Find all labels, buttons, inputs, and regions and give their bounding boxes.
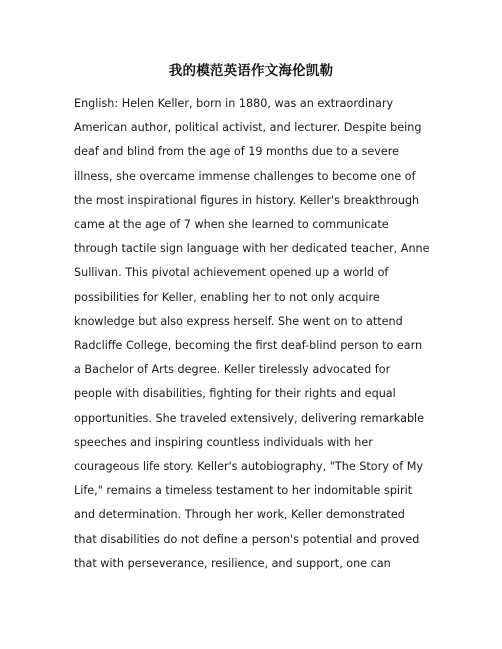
document-body-text: English: Helen Keller, born in 1880, was an extraordinary American author, political activist, and lecturer. Despite being deaf and blind from the age of 19 months due to a severe illness, she overcame immense challenges to become one of the most inspirational figures in history. Keller's breakthrough came at the age of 7 when she learned to communicate through tactile sign language with her dedicated teacher, Anne Sullivan. This pivotal achievement opened up a world of possibilities for Keller, enabling her to not only acquire knowledge but also express herself. She went on to attend Radcliffe College, becoming the first deaf-blind person to earn a Bachelor of Arts degree. Keller tirelessly advocated for people with disabilities, fighting for their rights and equal opportunities. She traveled extensively, delivering remarkable speeches and inspiring countless individuals with her courageous life story. Keller's autobiography, "The Story of My Life," remains a timeless testament to her indomitable spirit and determination. Through her work, Keller demonstrated that disabilities do not define a person's potential and proved that with perseverance, resilience, and support, one can bbox=[74, 97, 430, 570]
document-title: 我的模范英语作文海伦凯勒 bbox=[168, 63, 334, 79]
